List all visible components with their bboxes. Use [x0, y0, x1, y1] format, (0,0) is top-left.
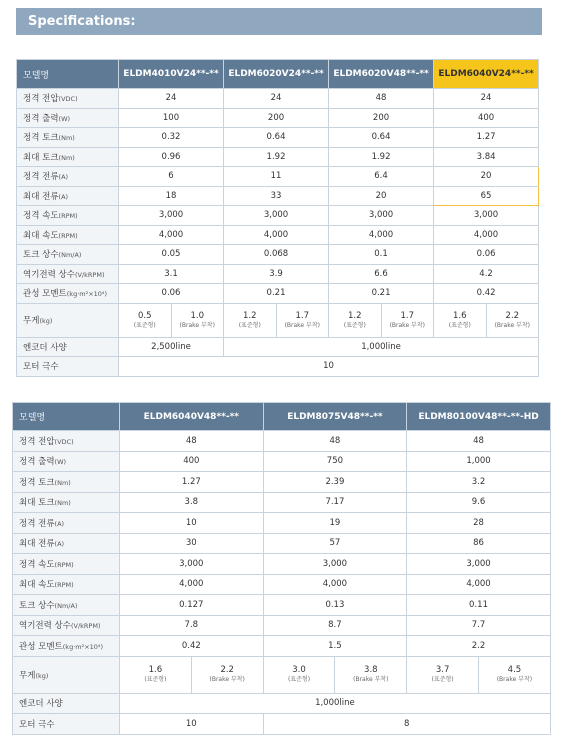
row-label: 토크 상수(Nm/A)	[13, 595, 120, 616]
table-cell: 10	[120, 714, 264, 735]
table-cell: 48	[120, 431, 264, 452]
weight-cell: 1.2 (표준형)	[224, 303, 277, 337]
table-cell: 3,000	[329, 206, 434, 226]
table-row	[17, 147, 539, 167]
row-label: 정격 출력(W)	[13, 451, 120, 472]
header-model-4-highlight: ELDM6040V24**-**	[434, 60, 539, 89]
header-model-2: ELDM8075V48**-**	[263, 403, 407, 431]
row-label: 토크 상수(Nm/A)	[17, 245, 119, 265]
header-model-3: ELDM80100V48**-**-HD	[407, 403, 551, 431]
table-cell: 7.17	[263, 492, 407, 513]
table-row	[13, 451, 551, 472]
header-model-1: ELDM6040V48**-**	[120, 403, 264, 431]
table-cell: 3,000	[119, 206, 224, 226]
table-cell: 4,000	[120, 574, 264, 595]
table-cell: 8.7	[263, 615, 407, 636]
table-cell: 3.1	[119, 264, 224, 284]
section-title: Specifications:	[16, 8, 542, 35]
weight-cell: 1.7 (Brake 부착)	[276, 303, 329, 337]
row-label: 모터 극수	[17, 357, 119, 377]
table-cell: 3.2	[407, 472, 551, 493]
table-cell: 48	[329, 89, 434, 109]
table-cell: 2.39	[263, 472, 407, 493]
table-row	[13, 513, 551, 534]
row-label: 정격 전류(A)	[13, 513, 120, 534]
table-cell: 4,000	[407, 574, 551, 595]
table-cell: 10	[120, 513, 264, 534]
table-cell: 2,500line	[119, 337, 224, 357]
header-model-2: ELDM6020V24**-**	[224, 60, 329, 89]
poles-row	[17, 357, 539, 377]
row-label: 모터 극수	[13, 714, 120, 735]
row-label: 최대 전류(A)	[17, 186, 119, 206]
table-row	[17, 167, 539, 187]
row-label: 엔코더 사양	[17, 337, 119, 357]
encoder-row	[17, 337, 539, 357]
highlight-cell: 20	[434, 167, 539, 187]
table-cell: 3,000	[120, 554, 264, 575]
table-cell: 86	[407, 533, 551, 554]
table-cell: 48	[263, 431, 407, 452]
header-model-3: ELDM6020V48**-**	[329, 60, 434, 89]
table-cell: 200	[224, 108, 329, 128]
table-row	[13, 595, 551, 616]
table-row	[17, 128, 539, 148]
table-header-row	[17, 60, 539, 89]
table-row	[13, 492, 551, 513]
row-label: 관성 모멘트(kg·m²×10⁴)	[13, 636, 120, 657]
table-cell: 4.2	[434, 264, 539, 284]
row-label: 정격 전류(A)	[17, 167, 119, 187]
weight-cell: 1.7 (Brake 부착)	[381, 303, 434, 337]
table-cell: 0.068	[224, 245, 329, 265]
table-cell: 0.42	[434, 284, 539, 304]
table-row	[13, 554, 551, 575]
table-cell: 0.96	[119, 147, 224, 167]
row-label: 정격 속도(RPM)	[13, 554, 120, 575]
table-cell: 9.6	[407, 492, 551, 513]
table-cell: 4,000	[329, 225, 434, 245]
table-cell: 1.27	[434, 128, 539, 148]
table-row	[17, 108, 539, 128]
row-label: 무게(kg)	[13, 656, 120, 693]
table-row	[13, 533, 551, 554]
table-cell: 0.11	[407, 595, 551, 616]
table-row	[17, 225, 539, 245]
table-cell: 24	[434, 89, 539, 109]
table-cell: 57	[263, 533, 407, 554]
row-label: 정격 전압(VDC)	[17, 89, 119, 109]
table-cell: 4,000	[434, 225, 539, 245]
row-label: 최대 속도(RPM)	[17, 225, 119, 245]
table-cell: 0.21	[224, 284, 329, 304]
table-cell: 7.7	[407, 615, 551, 636]
table-cell: 1.92	[224, 147, 329, 167]
table-cell: 19	[263, 513, 407, 534]
highlight-cell: 65	[434, 186, 539, 206]
table-cell: 0.13	[263, 595, 407, 616]
weight-cell: 2.2 (Brake 부착)	[191, 656, 263, 693]
table-cell: 0.05	[119, 245, 224, 265]
weight-cell: 3.7 (표준형)	[407, 656, 479, 693]
table-cell: 1,000line	[120, 693, 551, 714]
table-cell: 100	[119, 108, 224, 128]
row-label: 최대 토크(Nm)	[13, 492, 120, 513]
spec-table-1	[16, 59, 539, 377]
table-cell: 8	[263, 714, 550, 735]
row-label: 정격 토크(Nm)	[13, 472, 120, 493]
table-cell: 0.42	[120, 636, 264, 657]
weight-cell: 1.2 (표준형)	[329, 303, 382, 337]
table-cell: 20	[329, 186, 434, 206]
table-row	[17, 245, 539, 265]
row-label: 최대 토크(Nm)	[17, 147, 119, 167]
weight-cell: 4.5 (Brake 부착)	[479, 656, 551, 693]
table-cell: 6	[119, 167, 224, 187]
table-cell: 28	[407, 513, 551, 534]
table-cell: 3,000	[224, 206, 329, 226]
table-row	[13, 472, 551, 493]
table-row	[13, 636, 551, 657]
table-cell: 3,000	[407, 554, 551, 575]
table-cell: 3.84	[434, 147, 539, 167]
table-cell: 1.27	[120, 472, 264, 493]
weight-cell: 1.0 (Brake 부착)	[171, 303, 224, 337]
weight-cell: 1.6 (표준형)	[434, 303, 487, 337]
row-label: 정격 전압(VDC)	[13, 431, 120, 452]
row-label: 무게(kg)	[17, 303, 119, 337]
table-cell: 1.5	[263, 636, 407, 657]
table-cell: 6.4	[329, 167, 434, 187]
table-row	[17, 284, 539, 304]
weight-cell: 2.2 (Brake 부착)	[486, 303, 539, 337]
weight-cell: 3.8 (Brake 부착)	[335, 656, 407, 693]
table-cell: 3,000	[263, 554, 407, 575]
table-cell: 1,000line	[224, 337, 539, 357]
row-label: 엔코더 사양	[13, 693, 120, 714]
header-model: 모델명	[17, 60, 119, 89]
table-cell: 400	[120, 451, 264, 472]
weight-cell: 0.5 (표준형)	[119, 303, 172, 337]
row-label: 정격 속도(RPM)	[17, 206, 119, 226]
weight-row	[13, 656, 551, 693]
table-cell: 0.64	[224, 128, 329, 148]
table-cell: 6.6	[329, 264, 434, 284]
table-cell: 0.06	[119, 284, 224, 304]
table-cell: 4,000	[224, 225, 329, 245]
row-label: 관성 모멘트(kg·m²×10⁴)	[17, 284, 119, 304]
table-cell: 1,000	[407, 451, 551, 472]
table-row	[13, 431, 551, 452]
row-label: 역기전력 상수(V/kRPM)	[17, 264, 119, 284]
row-label: 정격 출력(W)	[17, 108, 119, 128]
table-cell: 30	[120, 533, 264, 554]
table-cell: 0.06	[434, 245, 539, 265]
table-cell: 3,000	[434, 206, 539, 226]
header-model-1: ELDM4010V24**-**	[119, 60, 224, 89]
weight-cell: 1.6 (표준형)	[120, 656, 192, 693]
table-cell: 33	[224, 186, 329, 206]
table-header-row	[13, 403, 551, 431]
table-cell: 400	[434, 108, 539, 128]
spec-table-2	[12, 402, 551, 735]
table-row	[13, 615, 551, 636]
row-label: 최대 전류(A)	[13, 533, 120, 554]
table-cell: 0.21	[329, 284, 434, 304]
row-label: 정격 토크(Nm)	[17, 128, 119, 148]
table-cell: 7.8	[120, 615, 264, 636]
table-cell: 3.8	[120, 492, 264, 513]
table-cell: 0.127	[120, 595, 264, 616]
table-cell: 2.2	[407, 636, 551, 657]
table-cell: 0.64	[329, 128, 434, 148]
table-cell: 750	[263, 451, 407, 472]
table-row	[17, 206, 539, 226]
table-row	[17, 89, 539, 109]
table-cell: 3.9	[224, 264, 329, 284]
table-cell: 0.1	[329, 245, 434, 265]
row-label: 역기전력 상수(V/kRPM)	[13, 615, 120, 636]
poles-row	[13, 714, 551, 735]
weight-row	[17, 303, 539, 337]
table-cell: 24	[224, 89, 329, 109]
row-label: 최대 속도(RPM)	[13, 574, 120, 595]
header-model: 모델명	[13, 403, 120, 431]
table-cell: 24	[119, 89, 224, 109]
table-cell: 11	[224, 167, 329, 187]
table-cell: 48	[407, 431, 551, 452]
table-row	[13, 574, 551, 595]
weight-cell: 3.0 (표준형)	[263, 656, 335, 693]
table-row	[17, 264, 539, 284]
table-cell: 10	[119, 357, 539, 377]
table-cell: 4,000	[263, 574, 407, 595]
encoder-row	[13, 693, 551, 714]
table-cell: 1.92	[329, 147, 434, 167]
table-cell: 200	[329, 108, 434, 128]
table-row	[17, 186, 539, 206]
table-cell: 4,000	[119, 225, 224, 245]
table-cell: 18	[119, 186, 224, 206]
table-cell: 0.32	[119, 128, 224, 148]
